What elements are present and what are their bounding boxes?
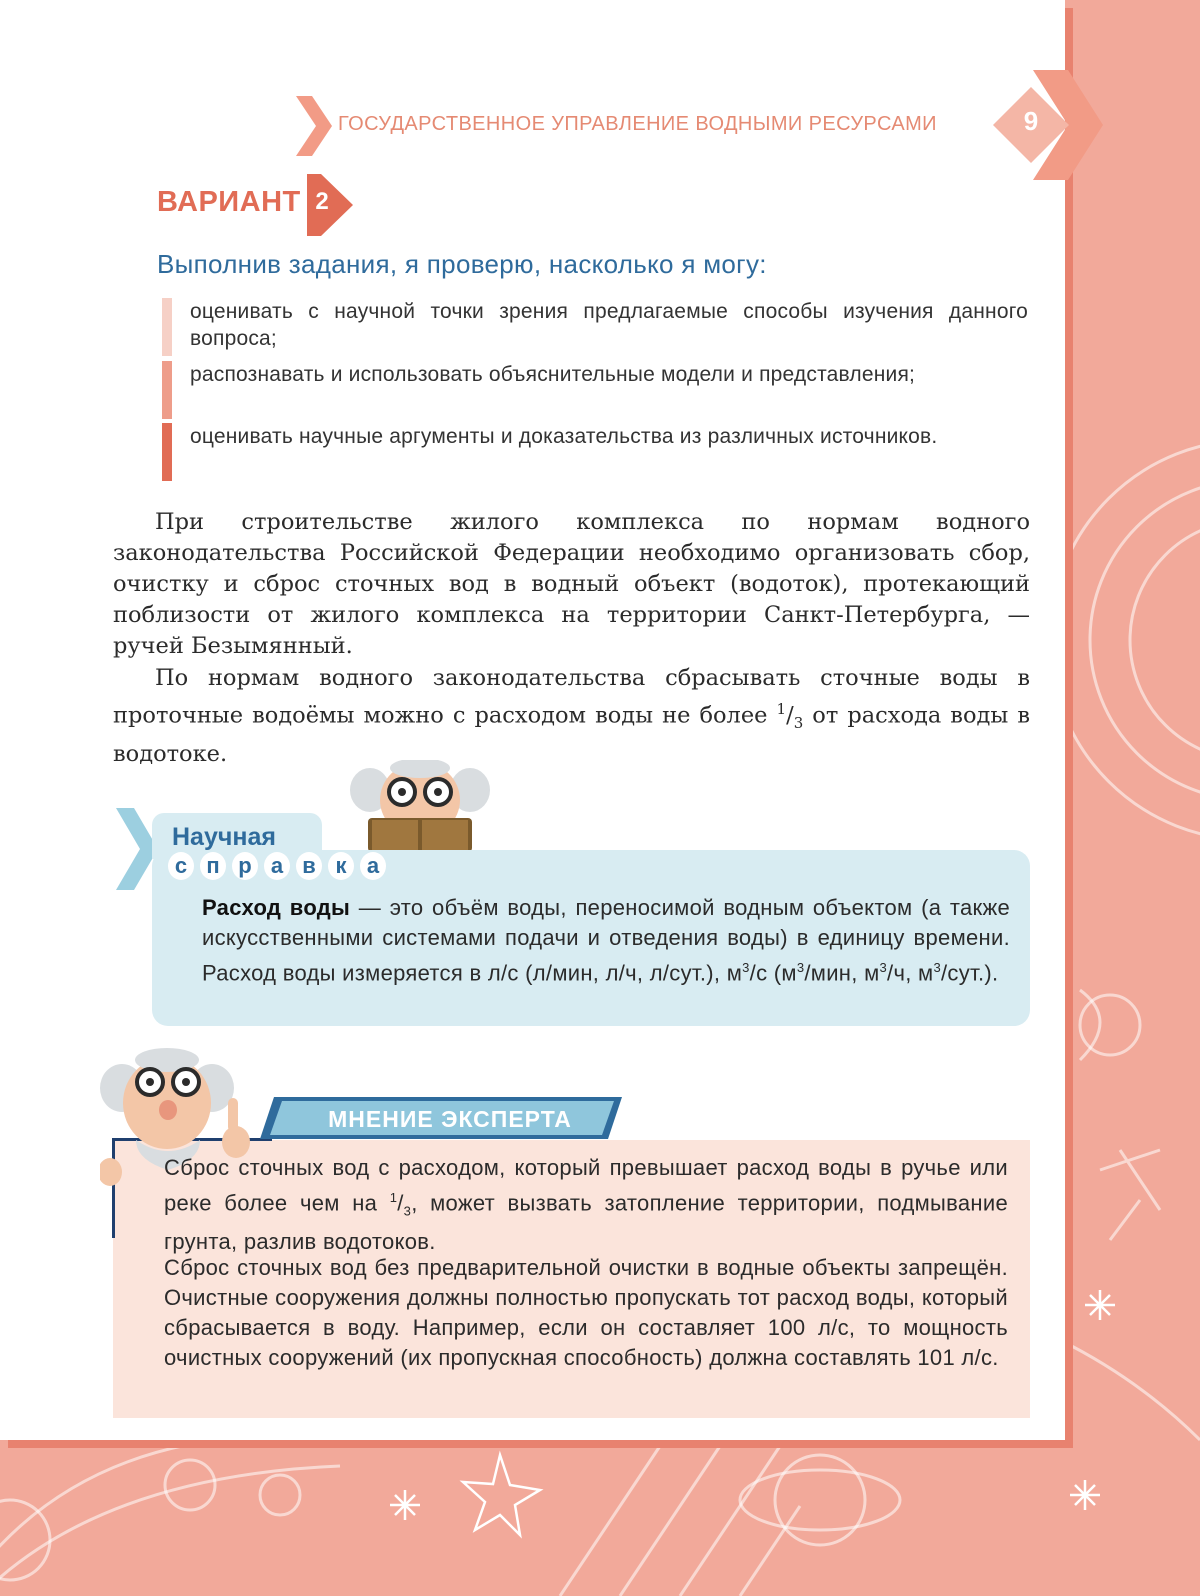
goal-text: распознавать и использовать объяснительные модели и представления; xyxy=(190,363,916,386)
superscript: 3 xyxy=(796,960,805,975)
subtitle-letter: в xyxy=(296,852,322,880)
paragraph-text: , может вызвать затопление территории, подмывание грунта, разлив водотоков. xyxy=(164,1190,1008,1254)
fraction-numerator: 1 xyxy=(776,700,787,718)
subtitle-letter: к xyxy=(328,852,354,880)
science-note-title: Научная xyxy=(172,823,276,851)
page-number: 9 xyxy=(1023,106,1039,136)
unit-text: /мин, м xyxy=(804,960,880,986)
subtitle-letter: п xyxy=(200,852,226,880)
expert-paragraph: Сброс сточных вод с расходом, который превышает расход воды в ручье или реке более чем на $^1/_3$, может вызвать затопление территории, подмывание грунта, разлив водотоков. xyxy=(164,1155,1008,1254)
goal-item xyxy=(162,423,1028,450)
science-note-subtitle xyxy=(168,852,386,880)
subtitle-letter: а xyxy=(264,852,290,880)
superscript: 3 xyxy=(879,960,888,975)
running-header-title: ГОСУДАРСТВЕННОЕ УПРАВЛЕНИЕ ВОДНЫМИ РЕСУРСАМИ xyxy=(338,113,937,135)
subtitle-letter: а xyxy=(360,852,386,880)
header-chevron-icon xyxy=(296,96,332,156)
science-note-text xyxy=(202,893,1010,988)
expert-opinion-title: МНЕНИЕ ЭКСПЕРТА xyxy=(328,1106,572,1132)
subtitle-letter: с xyxy=(168,852,194,880)
unit-text: /ч, м xyxy=(887,960,934,986)
defined-term: Расход воды xyxy=(202,895,351,920)
superscript: 3 xyxy=(933,960,942,975)
fraction-denominator: 3 xyxy=(403,1203,412,1219)
subtitle-letter: р xyxy=(232,852,258,880)
paragraph-text: По нормам водного законодательства сбрасывать сточные воды в проточные водоёмы можно с расходом воды не более xyxy=(113,665,1030,729)
superscript: 3 xyxy=(742,960,750,975)
body-paragraph: При строительстве жилого комплекса по нормам водного законодательства Российской Федерации необходимо организовать сбор, очистку и сброс сточных вод в водный объект (водоток), протекающий поблизости от жилого комплекса на территории Санкт-Петербурга, — ручей Безымянный. xyxy=(113,509,1030,659)
goal-text: оценивать с научной точки зрения предлагаемые способы изучения данного вопроса; xyxy=(190,300,1028,350)
unit-text: /сут.). xyxy=(941,960,999,986)
definition-text: — это объём воды, переносимой водным объектом (а также искусственными системами подачи и отведения воды) в единицу времени. Расход воды измеряется в л/с (л/мин, л/ч, л/сут.), м xyxy=(202,895,1010,986)
goal-item xyxy=(162,361,1028,388)
professor-reading-illustration xyxy=(350,760,490,852)
goal-bar xyxy=(162,423,172,481)
unit-text: /с (м xyxy=(749,960,797,986)
fraction-denominator: 3 xyxy=(793,714,804,732)
variant-label: ВАРИАНТ xyxy=(157,186,301,218)
goal-text: оценивать научные аргументы и доказательства из различных источников. xyxy=(190,425,938,448)
paragraph-text: от расхода воды в водотоке. xyxy=(113,702,1030,767)
goal-bar xyxy=(162,298,172,356)
paragraph-text: Сброс сточных вод с расходом, который превышает расход воды в ручье или реке более чем на xyxy=(164,1155,1008,1216)
fraction-numerator: 1 xyxy=(389,1190,398,1205)
body-paragraph: По нормам водного законодательства сбрасывать сточные воды в проточные водоёмы можно с расходом воды не более $^1/_3$ от расхода воды в водотоке. xyxy=(113,665,1030,767)
goal-bar xyxy=(162,361,172,419)
expert-paragraph: Сброс сточных вод без предварительной очистки в водные объекты запрещён. Очистные сооружения должны полностью пропускать тот расход воды, который сбрасывается в воду. Например, если он составляет 100 л/с, то мощность очистных сооружений (их пропускная способность) должна составлять 101 л/с. xyxy=(164,1255,1008,1370)
goal-item xyxy=(162,298,1028,352)
variant-number: 2 xyxy=(315,188,329,215)
intro-heading: Выполнив задания, я проверю, насколько я могу: xyxy=(157,249,767,279)
